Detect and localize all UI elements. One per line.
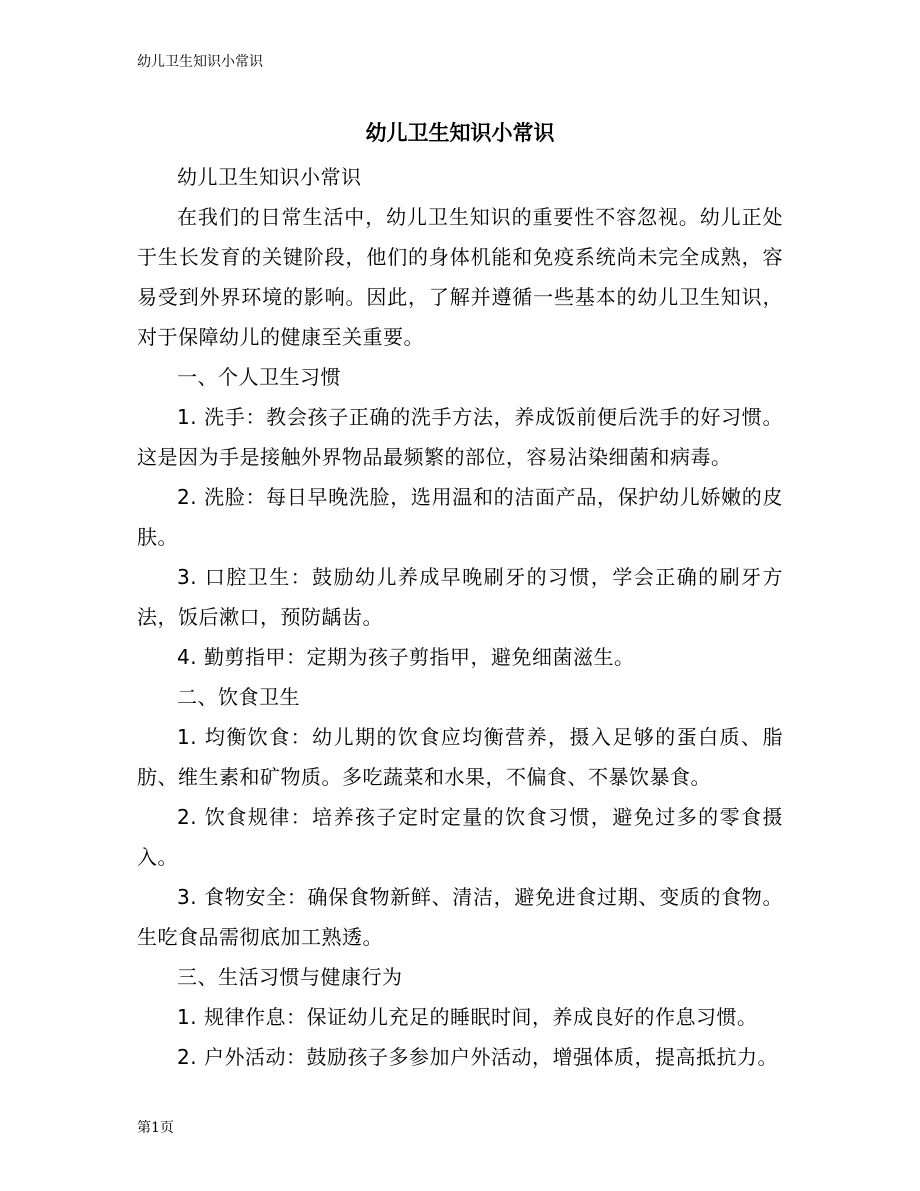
subtitle-paragraph: 幼儿卫生知识小常识 [177,165,362,189]
document-body [137,157,783,1077]
list-item-nail-trimming: 4. 勤剪指甲：定期为孩子剪指甲，避免细菌滋生。 [177,645,635,669]
list-item-outdoor-activity: 2. 户外活动：鼓励孩子多参加户外活动，增强体质，提高抵抗力。 [177,1045,778,1069]
intro-paragraph: 在我们的日常生活中，幼儿卫生知识的重要性不容忽视。幼儿正处于生长发育的关键阶段，他们的身体机能和免疫系统尚未完全成熟，容易受到外界环境的影响。因此，了解并遵循一些基本的幼儿卫生知识，对于保障幼儿的健康至关重要。 [137,205,783,349]
list-item-food-safety: 3. 食物安全：确保食物新鲜、清洁，避免进食过期、变质的食物。生吃食品需彻底加工熟透。 [137,885,783,949]
document-title: 幼儿卫生知识小常识 [365,120,555,145]
list-item-handwashing: 1. 洗手：教会孩子正确的洗手方法，养成饭前便后洗手的好习惯。这是因为手是接触外界物品最频繁的部位，容易沾染细菌和病毒。 [137,405,783,469]
list-item-regular-schedule: 1. 规律作息：保证幼儿充足的睡眠时间，养成良好的作息习惯。 [177,1005,758,1029]
running-header: 幼儿卫生知识小常识 [137,54,263,70]
list-item-face-washing: 2. 洗脸：每日早晚洗脸，选用温和的洁面产品，保护幼儿娇嫩的皮肤。 [137,485,783,549]
list-item-regular-diet: 2. 饮食规律：培养孩子定时定量的饮食习惯，避免过多的零食摄入。 [137,805,783,869]
list-item-oral-hygiene: 3. 口腔卫生：鼓励幼儿养成早晚刷牙的习惯，学会正确的刷牙方法，饭后漱口，预防龋齿。 [137,565,783,629]
section-heading-diet-hygiene: 二、饮食卫生 [177,685,300,709]
list-item-balanced-diet: 1. 均衡饮食：幼儿期的饮食应均衡营养，摄入足够的蛋白质、脂肪、维生素和矿物质。多吃蔬菜和水果，不偏食、不暴饮暴食。 [137,725,783,789]
section-heading-lifestyle: 三、生活习惯与健康行为 [177,965,403,989]
section-heading-personal-hygiene: 一、个人卫生习惯 [177,365,341,389]
page-number: 第1页 [137,1120,174,1136]
